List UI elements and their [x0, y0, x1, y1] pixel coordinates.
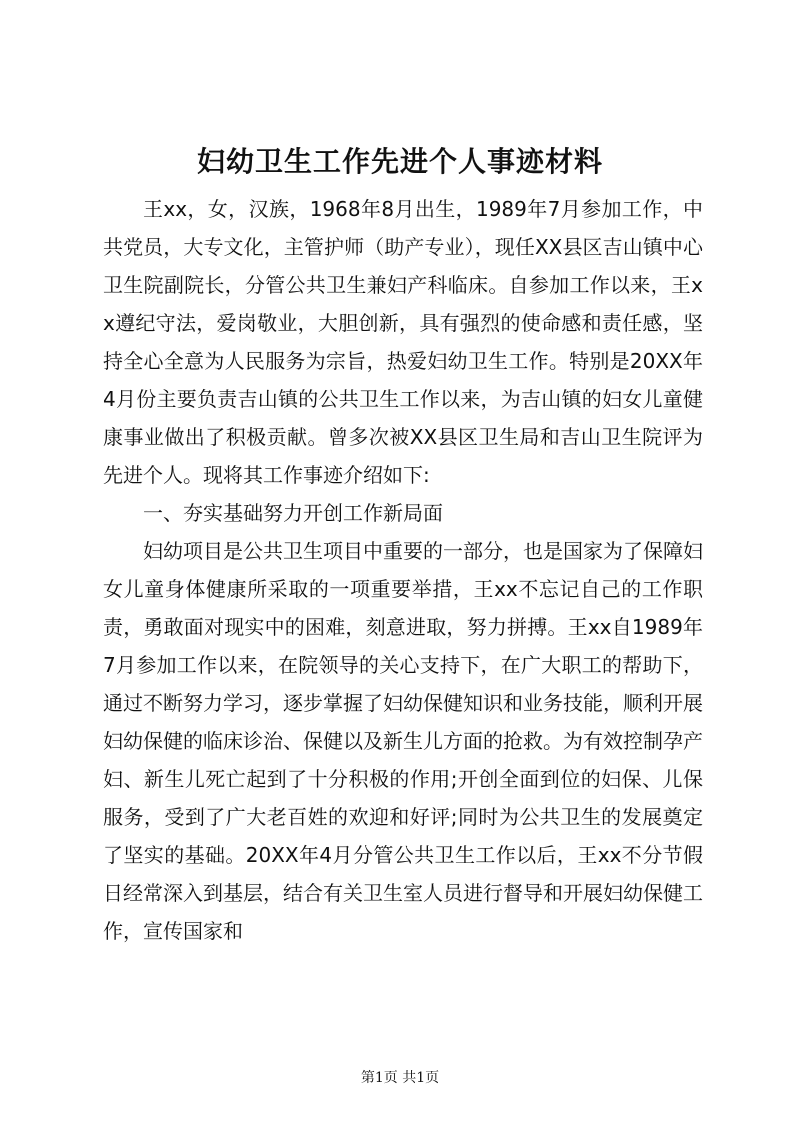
- page-footer: 第1页 共1页: [360, 1070, 440, 1086]
- section-heading-1: 一、夯实基础努力开创工作新局面: [143, 501, 443, 525]
- paragraph-intro: 王xx，女，汉族，1968年8月出生，1989年7月参加工作，中共党员，大专文化，主管护师（助产专业），现任XX县区吉山镇中心卫生院副院长，分管公共卫生兼妇产科临床。自参加工作以来，王xx遵纪守法，爱岗敬业，大胆创新，具有强烈的使命感和责任感，坚持全心全意为人民服务为宗旨，热爱妇幼卫生工作。特别是20XX年4月份主要负责吉山镇的公共卫生工作以来，为吉山镇的妇女儿童健康事业做出了积极贡献。曾多次被XX县区卫生局和吉山卫生院评为先进个人。现将其工作事迹介绍如下:: [103, 197, 703, 487]
- document-title: 妇幼卫生工作先进个人事迹材料: [196, 145, 603, 178]
- document-body: [103, 190, 703, 950]
- paragraph-section-1: 妇幼项目是公共卫生项目中重要的一部分，也是国家为了保障妇女儿童身体健康所采取的一项重要举措，王xx不忘记自己的工作职责，勇敢面对现实中的困难，刻意进取，努力拼搏。王xx自1989年7月参加工作以来，在院领导的关心支持下，在广大职工的帮助下，通过不断努力学习，逐步掌握了妇幼保健知识和业务技能，顺利开展妇幼保健的临床诊治、保健以及新生儿方面的抢救。为有效控制孕产妇、新生儿死亡起到了十分积极的作用;开创全面到位的妇保、儿保服务，受到了广大老百姓的欢迎和好评;同时为公共卫生的发展奠定了坚实的基础。20XX年4月分管公共卫生工作以后，王xx不分节假日经常深入到基层，结合有关卫生室人员进行督导和开展妇幼保健工作，宣传国家和: [103, 539, 703, 943]
